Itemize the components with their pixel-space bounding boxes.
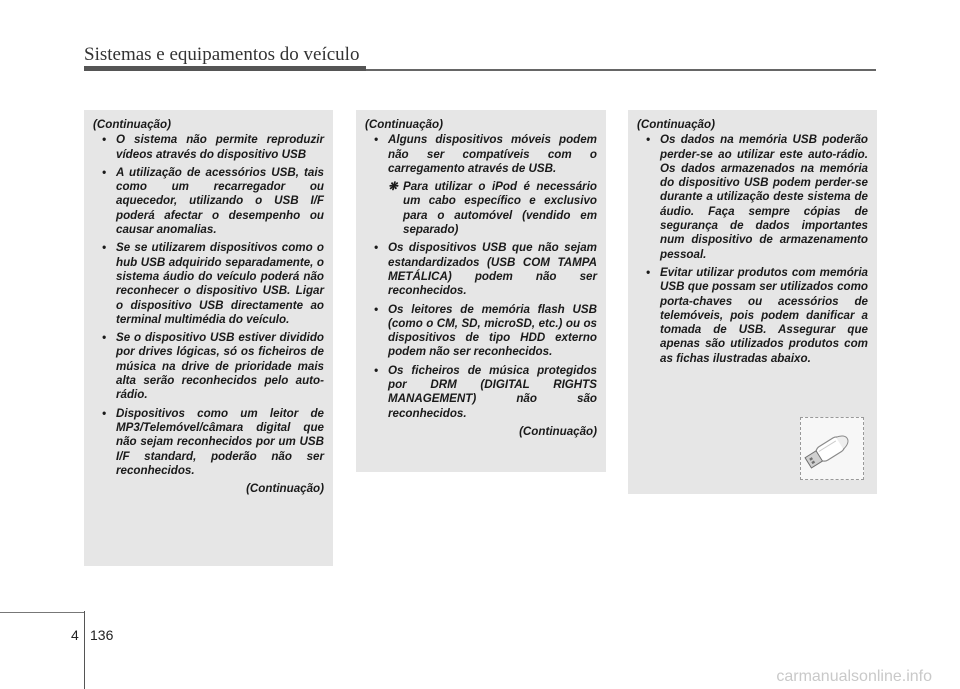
chapter-title: Sistemas e equipamentos do veículo [84,44,360,65]
caution-box-2 [356,110,606,472]
bullet: • [374,133,379,147]
list-item: • Se o dispositivo USB estiver dividido por drives lógicas, só os ficheiros de música na drive de prioridade mais alta serão reconhecidos pelo auto-rádio. [102,331,324,402]
usb-flash-drive-icon [801,418,863,479]
list-item: • Dispositivos como um leitor de MP3/Telemóvel/câmara digital que não sejam reconhecidos por um USB I/F standard, poderão não ser reconhecidos. [102,406,324,477]
note-symbol-icon: ❋ [388,180,398,194]
header-rule-thin [366,69,876,71]
list-item: • A utilização de acessórios USB, tais como um recarregador ou aquecedor, utilizando o USB I/F poderá afectar o desempenho ou causar anomalias. [102,165,324,237]
bullet: • [102,133,107,147]
bullet: • [374,241,379,255]
header-rule-thick [84,66,366,71]
continued-label: (Continuação) [637,118,715,131]
watermark: carmanualsonline.info [776,668,932,685]
bullet: • [102,165,107,179]
continued-label: (Continuação) [246,482,324,496]
bullet: • [374,363,379,377]
caution-box-1 [84,110,333,566]
page-number: 136 [90,627,114,643]
footer-divider [84,611,85,689]
bullet: • [646,133,651,147]
footer-rule [0,612,84,613]
list-item: • Os ficheiros de música protegidos por DRM (DIGITAL RIGHTS MANAGEMENT) não são reconhecidos. [374,363,597,420]
list-item: • Alguns dispositivos móveis podem não ser compatíveis com o carregamento através de USB. [374,133,597,175]
note-item: ❋ Para utilizar o iPod é necessário um cabo específico e exclusivo para o automóvel (vendido em separado) [388,180,597,237]
list-item: • O sistema não permite reproduzir vídeos através do dispositivo USB [102,133,324,161]
continued-label: (Continuação) [519,424,597,438]
section-number: 4 [71,627,79,643]
bullet: • [646,265,651,279]
list-item: • Evitar utilizar produtos com memória USB que possam ser utilizados como porta-chaves ou acessórios de telemóveis, pois podem danificar a tomada de USB. Assegurar que apenas são utilizados produtos com as fichas ilustradas abaixo. [646,265,868,365]
bullet: • [102,241,107,255]
usb-illustration-frame [800,417,864,480]
list-item: • Os leitores de memória flash USB (como o CM, SD, microSD, etc.) ou os dispositivos de tipo HDD externo podem não ser reconhecidos. [374,302,597,359]
list-item: • Os dados na memória USB poderão perder-se ao utilizar este auto-rádio. Os dados armazenados na memória do dispositivo USB podem perder-se durante a utilização deste sistema de áudio. Faça sempre cópias de segurança de dados importantes num dispositivo de armazenamento pessoal. [646,133,868,261]
bullet: • [374,302,379,316]
list-item: • Se se utilizarem dispositivos como o hub USB adquirido separadamente, o sistema áudio do veículo poderá não reconhecer o dispositivo USB. Ligar o dispositivo USB directamente ao terminal multimédia do veículo. [102,241,324,326]
continued-label: (Continuação) [365,118,443,131]
continued-label: (Continuação) [93,118,171,131]
bullet: • [102,331,107,345]
list-item: • Os dispositivos USB que não sejam estandardizados (USB COM TAMPA METÁLICA) podem não ser reconhecidos. [374,241,597,298]
bullet: • [102,406,107,420]
